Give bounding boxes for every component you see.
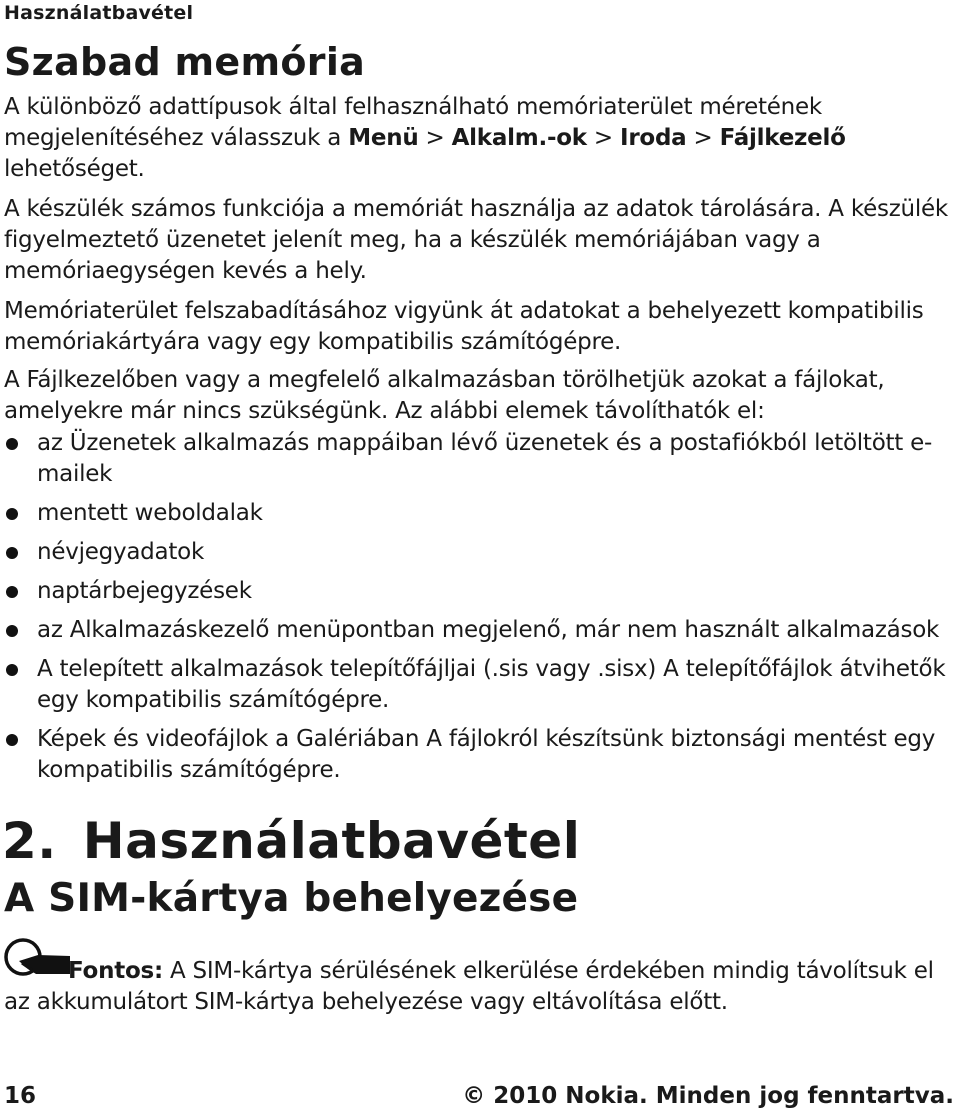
list-item-text: A telepített alkalmazások telepítőfájljai (.sis vagy .sisx) A telepítőfájlok átvihetők egy kompatibilis számítógépre. xyxy=(37,656,946,713)
menu-path-item-menu: Menü xyxy=(348,125,419,151)
chapter-number: 2. xyxy=(2,812,57,870)
bullet-icon xyxy=(6,547,18,559)
menu-path-item-apps: Alkalm.-ok xyxy=(451,125,587,151)
menu-path-separator: > xyxy=(586,125,621,151)
bullet-icon xyxy=(6,438,18,450)
list-item xyxy=(4,724,958,786)
list-item-text: névjegyadatok xyxy=(37,539,205,565)
list-item xyxy=(4,615,958,646)
note-label: Fontos: xyxy=(68,958,163,984)
list-item xyxy=(4,428,958,490)
important-note xyxy=(4,956,956,1018)
section-title: Szabad memória xyxy=(4,40,366,84)
p1-text-after: lehetőséget. xyxy=(4,156,145,182)
chapter-title: Használatbavétel xyxy=(82,812,581,870)
bullet-icon xyxy=(6,625,18,637)
menu-path-item-file-manager: Fájlkezelő xyxy=(719,125,846,151)
menu-path-separator: > xyxy=(686,125,720,151)
list-item-text: az Üzenetek alkalmazás mappáiban lévő üzenetek és a postafiókból letöltött e-mailek xyxy=(37,430,933,487)
paragraph-free-memory: Memóriaterület felszabadításához vigyünk át adatokat a behelyezett kompatibilis memóriakártyára vagy egy kompatibilis számítógépre. xyxy=(4,298,924,355)
chapter-heading xyxy=(2,812,580,870)
bullet-icon xyxy=(6,508,18,520)
menu-path-item-office: Iroda xyxy=(620,125,687,151)
running-header: Használatbavétel xyxy=(4,2,194,24)
paragraph-menu-path xyxy=(4,92,956,185)
copyright-notice: © 2010 Nokia. Minden jog fenntartva. xyxy=(462,1083,954,1109)
paragraph-memory-usage: A készülék számos funkciója a memóriát használja az adatok tárolására. A készülék figyelmeztető üzenetet jelenít meg, ha a készülék memóriájában vagy a memóriaegységen kevés a hely. xyxy=(4,196,948,284)
list-item-text: naptárbejegyzések xyxy=(37,578,252,604)
bullet-icon xyxy=(6,734,18,746)
list-item xyxy=(4,576,958,607)
list-item xyxy=(4,537,958,568)
list-item xyxy=(4,498,958,529)
menu-path-separator: > xyxy=(418,125,452,151)
p1-text-before: A különböző adattípusok által felhasználható memóriaterület méretének megjelenítéséhez válasszuk a xyxy=(4,94,822,151)
page-number: 16 xyxy=(4,1083,37,1109)
list-item-text: Képek és videofájlok a Galériában A fájlokról készítsünk biztonsági mentést egy kompatibilis számítógépre. xyxy=(37,726,936,783)
bullet-icon xyxy=(6,586,18,598)
subsection-title: A SIM-kártya behelyezése xyxy=(4,876,579,921)
list-item xyxy=(4,654,958,716)
list-item-text: az Alkalmazáskezelő menüpontban megjelenő, már nem használt alkalmazások xyxy=(37,617,940,643)
note-text: A SIM-kártya sérülésének elkerülése érdekében mindig távolítsuk el az akkumulátort SIM-kártya behelyezése vagy eltávolítása előtt. xyxy=(4,958,934,1015)
list-item-text: mentett weboldalak xyxy=(37,500,263,526)
bullet-icon xyxy=(6,664,18,676)
paragraph-delete-files: A Fájlkezelőben vagy a megfelelő alkalmazásban törölhetjük azokat a fájlokat, amelyekre már nincs szükségünk. Az alábbi elemek távolíthatók el: xyxy=(4,367,885,424)
removable-items-list xyxy=(4,428,958,794)
